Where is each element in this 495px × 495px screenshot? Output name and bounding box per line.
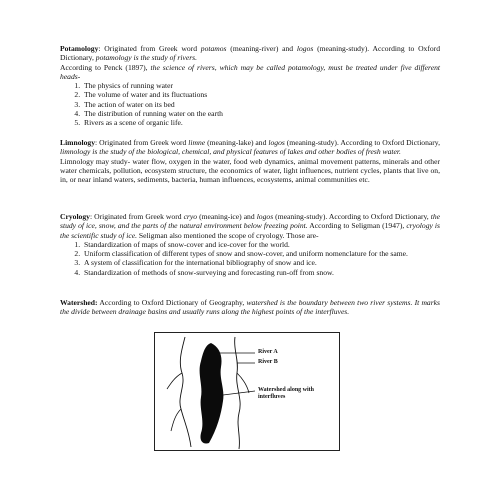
list-item: 3. A system of classification for the international bibliography of snow and ice. <box>82 258 440 267</box>
potamology-list <box>60 81 440 127</box>
potamology-greek-word: potamos <box>200 44 227 53</box>
cryology-definition: the study of ice, snow, and the parts of the natural environment below freezing point. <box>60 212 441 231</box>
label-river-a: River A <box>258 349 278 355</box>
limnology-text-1: : Originated from Greek word <box>95 138 189 147</box>
section-cryology <box>60 212 440 277</box>
river-a-tributary <box>167 373 182 389</box>
potamology-penck-quote: the science of rivers, which may be called potamology, must be treated under five different heads- <box>60 62 440 81</box>
limnology-logos-word: logos <box>268 138 285 147</box>
section-limnology <box>60 138 440 184</box>
limnology-body: Limnology may study- water flow, oxygen in the water, food web dynamics, animal movement patterns, minerals and other water chemicals, pollution, ecosystem structure, the economics of water, light influences, nutrient cycles, plants that live on, in, or near inland waters, sediments, bacteria, human influences, ecosystems, animal communities etc. <box>60 156 440 185</box>
limnology-paragraph <box>60 138 440 157</box>
potamology-text-3: (meaning-study). According to Oxford Dictionary, <box>60 44 440 63</box>
potamology-definition: potamology is the study of rivers. <box>95 53 198 63</box>
river-b-tributary <box>237 373 249 393</box>
list-item: 4. The distribution of running water on the earth <box>82 109 440 118</box>
potamology-text-1: : Originated from Greek word <box>98 44 201 53</box>
cryology-text-3: (meaning-study). According to Oxford Dictionary, <box>273 212 431 221</box>
river-a-line <box>180 337 191 447</box>
limnology-text-2: (meaning-lake) and <box>205 138 269 147</box>
list-item: 1. Standardization of maps of snow-cover and ice-cover for the world. <box>82 240 440 249</box>
cryology-logos-word: logos <box>256 212 274 221</box>
list-item: 5. Rivers as a scene of organic life. <box>82 118 440 127</box>
label-river-b: River B <box>258 359 278 365</box>
potamology-logos-word: logos <box>296 44 314 53</box>
cryology-text-2: (meaning-ice) and <box>197 212 257 221</box>
section-potamology <box>60 44 440 128</box>
cryology-list <box>60 240 440 277</box>
limnology-text-3: (meaning-study). According to Oxford Dictionary, <box>284 138 441 147</box>
list-item: 1. The physics of running water <box>82 81 440 90</box>
watershed-term: Watershed: <box>60 298 98 307</box>
cryology-paragraph <box>60 212 440 240</box>
cryology-greek-word: cryo <box>183 212 198 221</box>
potamology-term: Potamology <box>60 44 99 53</box>
watershed-interfluve-shape <box>200 343 224 444</box>
list-item: 4. Standardization of methods of snow-surveying and forecasting run-off from snow. <box>82 268 440 277</box>
potamology-text-4: According to Penck (1897), <box>60 62 151 72</box>
cryology-seligman-definition: cryology is the scientific study of ice. <box>60 221 440 240</box>
watershed-text-1: According to Oxford Dictionary of Geography, <box>97 298 247 307</box>
list-item: 2. Uniform classification of different types of snow and snow-cover, and uniform nomenclature for the same. <box>82 249 440 258</box>
section-watershed <box>60 298 440 317</box>
cryology-text-4: According to Seligman (1947), <box>307 221 407 231</box>
watershed-definition: watershed is the boundary between two river systems. It marks the divide between drainage basins and usually runs along the highest points of the interfluves. <box>60 298 441 317</box>
limnology-greek-word: limne <box>188 138 206 147</box>
cryology-text-1: : Originated from Greek word <box>89 212 184 221</box>
limnology-definition: limnology is the study of the biological, chemical, and physical features of lakes and other bodies of fresh water. <box>60 147 401 157</box>
label-watershed-line-2: interfluves <box>258 394 286 400</box>
potamology-paragraph <box>60 44 440 81</box>
watershed-paragraph <box>60 298 440 317</box>
cryology-term: Cryology <box>60 212 90 221</box>
list-item: 3. The action of water on its bed <box>82 100 440 109</box>
limnology-term: Limnology <box>60 138 96 147</box>
cryology-text-5: Seligman also mentioned the scope of cryology. Those are- <box>136 230 319 240</box>
list-item: 2. The volume of water and its fluctuations <box>82 90 440 99</box>
watershed-figure <box>154 332 340 451</box>
river-a-tributary <box>171 409 181 431</box>
label-watershed-line-1: Watershed along with <box>258 387 315 393</box>
potamology-text-2: (meaning-river) and <box>226 44 297 53</box>
